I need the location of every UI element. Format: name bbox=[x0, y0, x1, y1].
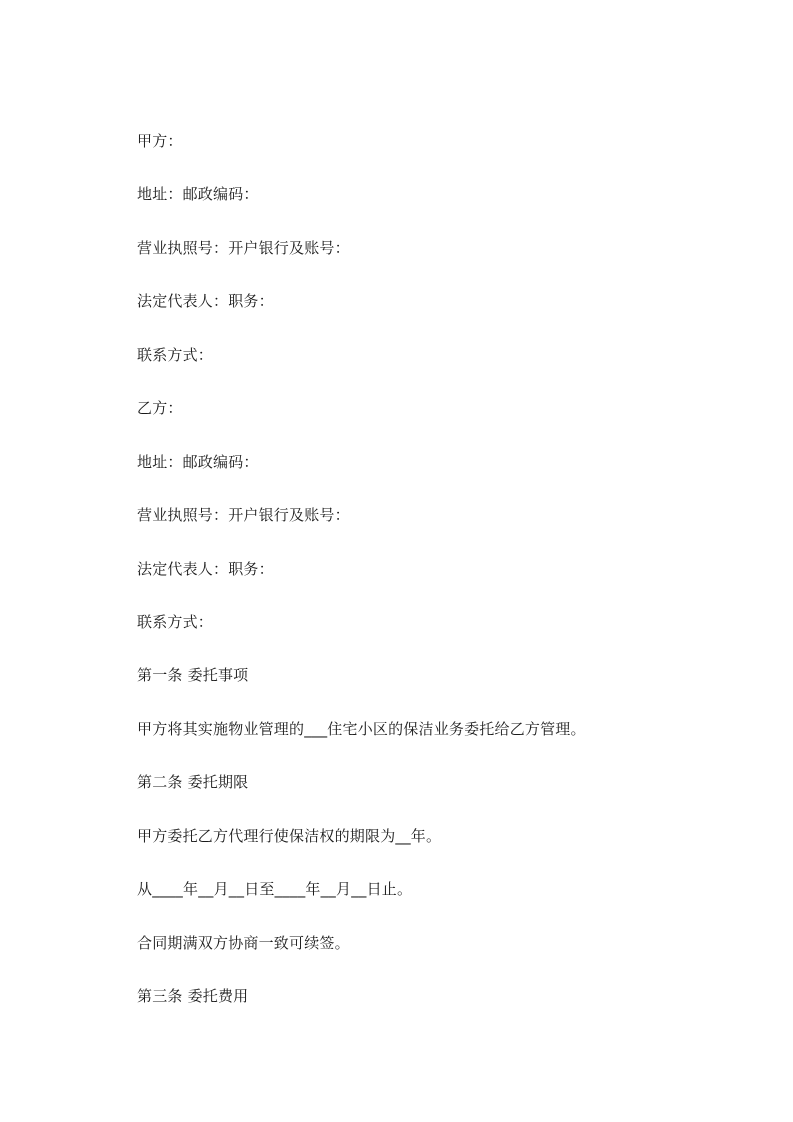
article-2-renewal-line: 合同期满双方协商一致可续签。 bbox=[137, 934, 350, 952]
article-3-heading: 第三条 委托费用 bbox=[137, 987, 249, 1005]
party-a-contact-line: 联系方式： bbox=[137, 346, 214, 364]
party-b-license-line: 营业执照号：开户银行及账号： bbox=[137, 506, 350, 524]
party-a-line: 甲方： bbox=[137, 132, 183, 150]
party-b-contact-line: 联系方式： bbox=[137, 613, 214, 631]
article-1-heading: 第一条 委托事项 bbox=[137, 666, 249, 684]
party-a-license-line: 营业执照号：开户银行及账号： bbox=[137, 239, 350, 257]
party-b-address-line: 地址：邮政编码： bbox=[137, 453, 259, 471]
party-a-address-line: 地址：邮政编码： bbox=[137, 185, 259, 203]
article-2-heading: 第二条 委托期限 bbox=[137, 773, 249, 791]
article-2-date-range-line: 从____年__月__日至____年__月__日止。 bbox=[137, 880, 413, 898]
article-2-term-line: 甲方委托乙方代理行使保洁权的期限为__年。 bbox=[137, 827, 442, 845]
party-b-line: 乙方： bbox=[137, 399, 183, 417]
article-1-body: 甲方将其实施物业管理的___住宅小区的保洁业务委托给乙方管理。 bbox=[137, 720, 586, 738]
party-b-representative-line: 法定代表人：职务： bbox=[137, 560, 274, 578]
party-a-representative-line: 法定代表人：职务： bbox=[137, 292, 274, 310]
